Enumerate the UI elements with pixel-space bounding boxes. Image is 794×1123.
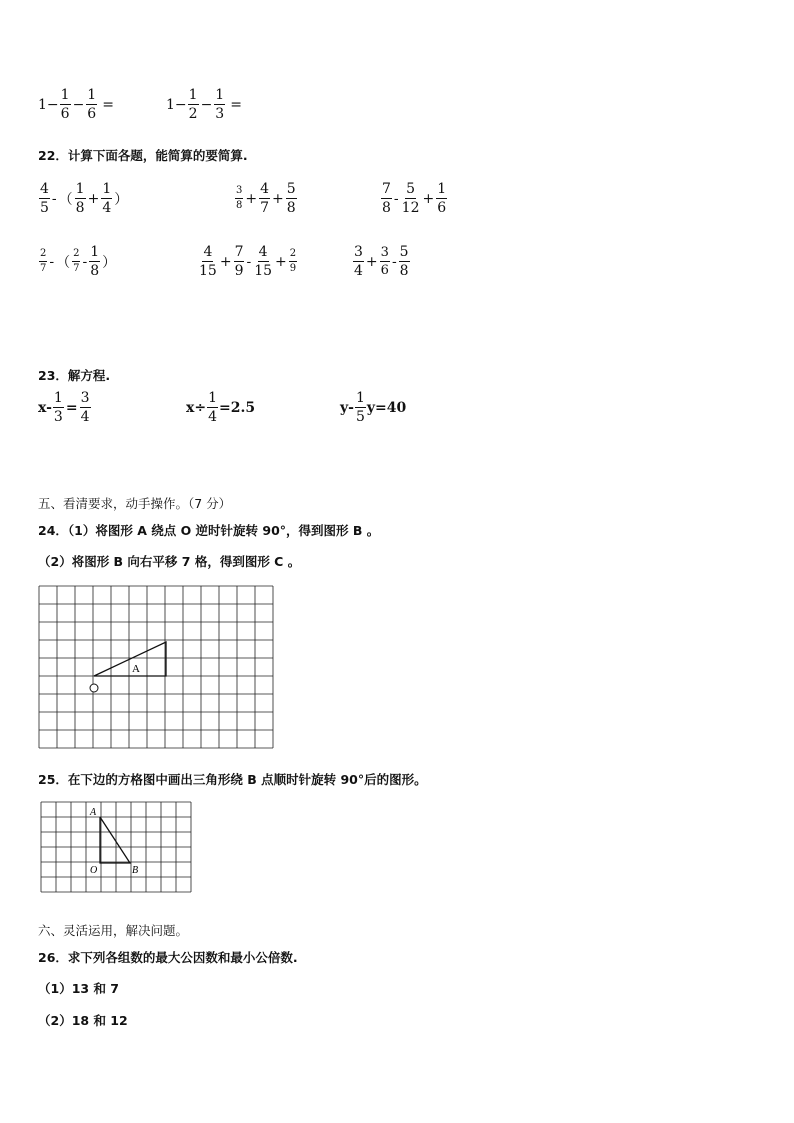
question-26-title: 26．求下列各组数的最大公因数和最小公倍数. (38, 950, 298, 965)
point-o-marker (90, 684, 98, 692)
section-5-title: 五、看清要求，动手操作。（7 分） (38, 496, 232, 511)
fraction: $\frac{1}{2}$ (188, 87, 198, 122)
question-22-title: 22．计算下面各题，能简算的要简算. (38, 148, 248, 163)
point-a-label: A (90, 807, 97, 818)
q23-equation-1: x- $\frac{1}{3}$ = $\frac{3}{4}$ (38, 390, 90, 425)
figure-a-triangle (94, 642, 166, 676)
q23-equation-2: x÷ $\frac{1}{4}$ =2.5 (186, 390, 256, 425)
q22-expression-3: $\frac{7}{8}$ - $\frac{5}{12}$ + $\frac{1}{6}$ (382, 181, 447, 216)
q22-expression-4: $\frac{2}{7}$ - （ $\frac{2}{7}$ - $\frac{1}{8}$ ） (40, 244, 117, 279)
q25-grid[interactable] (40, 801, 193, 910)
q22-expression-1: $\frac{4}{5}$ - （ $\frac{1}{8}$ + $\frac{1}{4}$ ） (40, 181, 129, 216)
q22-expression-2: $\frac{3}{8}$ + $\frac{4}{7}$ + $\frac{5}{8}$ (236, 181, 296, 216)
figure-a-label: A (132, 663, 140, 675)
fraction: $\frac{1}{6}$ (60, 87, 70, 122)
q22-expression-5: $\frac{4}{15}$ + $\frac{7}{9}$ - $\frac{4}{15}$ + $\frac{2}{9}$ (199, 244, 297, 279)
section-6-title: 六、灵活运用，解决问题。 (38, 923, 189, 938)
q26-item-2: （2）18 和 12 (38, 1013, 128, 1028)
top-expression-1: 1− $\frac{1}{6}$ − $\frac{1}{6}$ = (38, 87, 114, 122)
right-triangle (100, 817, 130, 863)
q23-equation-3: y- $\frac{1}{5}$ y=40 (340, 390, 407, 425)
top-expression-2: 1− $\frac{1}{2}$ − $\frac{1}{3}$ = (166, 87, 242, 122)
question-24-line-1: 24．（1）将图形 A 绕点 O 逆时针旋转 90°，得到图形 B 。 (38, 523, 380, 538)
q26-item-1: （1）13 和 7 (38, 981, 119, 996)
point-b-label: B (132, 865, 139, 876)
point-o-label: O (90, 865, 98, 876)
question-24-line-2: （2）将图形 B 向右平移 7 格，得到图形 C 。 (38, 554, 301, 569)
fraction: $\frac{1}{3}$ (215, 87, 225, 122)
question-25-line: 25．在下边的方格图中画出三角形绕 B 点顺时针旋转 90°后的图形。 (38, 772, 427, 787)
q22-expression-6: $\frac{3}{4}$ + $\frac{3}{6}$ - $\frac{5}{8}$ (354, 244, 409, 279)
fraction: $\frac{1}{6}$ (87, 87, 97, 122)
q24-grid[interactable] (38, 585, 276, 751)
question-23-title: 23．解方程. (38, 368, 111, 383)
